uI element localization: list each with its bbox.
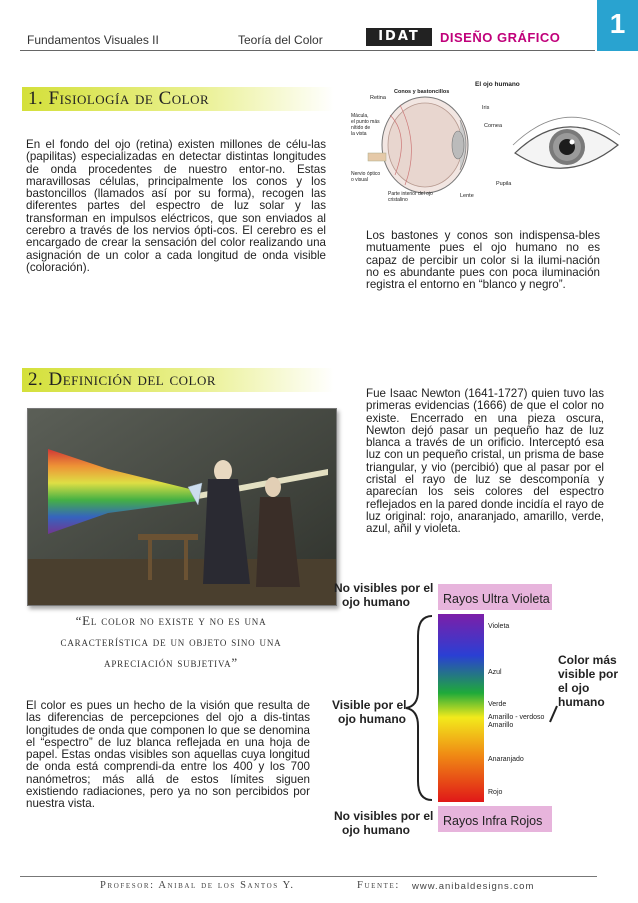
eye-label-macula: Mácula, el punto más nítido de la vista	[351, 113, 380, 137]
eye-label-conos: Conos y bastoncillos	[394, 89, 450, 95]
eye-label-nervio: Nervio óptico o visual	[351, 171, 381, 183]
ir-label: Rayos Infra Rojos	[443, 814, 543, 828]
section-1-paragraph: En el fondo del ojo (retina) existen millones de célu-las (papilitas) especializadas en detectar distintas longitudes de onda procedentes de nuestro entor-no. Estas maravillosas células, principalmente los conos y los bastoncillos (llamados así por su forma), recogen las diferentes partes del espectro de luz solar y las transforman en impulsos eléctricos, que son enviados al cerebro a través de los nervios ópti-cos. El cerebro es el encargado de crear la sensación del color realizando una asignación de un color a cada longitud de onda visible (coloración).	[26, 138, 326, 274]
section-1-side-paragraph: Los bastones y conos son indispensa-bles mutuamente pues el ojo humano no es capaz de percibir un color si la ilumi-nación no es abundante pues con poca iluminación registra el entorno en “blanco y negro”.	[366, 229, 600, 292]
eye-label-pupila: Pupila	[496, 181, 512, 187]
spectrum-more-visible-label: Color más visible por el ojo humano	[558, 653, 619, 709]
band-amarillo: Amarillo	[488, 722, 514, 729]
header-design-label: DISEÑO GRÁFICO	[440, 30, 561, 45]
eye-label-retina: Retina	[370, 95, 386, 101]
band-amarillo-verdoso: Amarillo - verdoso	[488, 714, 545, 721]
newton-prism-painting	[27, 408, 337, 606]
eye-figure-title: El ojo humano	[475, 81, 520, 88]
footer-source-url: www.anibaldesigns.com	[412, 881, 535, 892]
band-rojo: Rojo	[488, 789, 503, 796]
spectrum-not-visible-top: No visibles por el ojo humano	[334, 581, 434, 609]
visible-spectrum-figure	[332, 576, 632, 842]
eye-label-lente: Lente	[460, 193, 474, 199]
eye-label-parte: Parte interior del ojo cristalino	[388, 191, 433, 203]
section-1-title: 1. Fisiología de Color	[22, 87, 334, 111]
eye-anatomy-figure	[350, 75, 620, 205]
visible-brace	[406, 616, 432, 800]
band-azul: Azul	[488, 669, 502, 676]
footer-source-label: Fuente:	[357, 880, 400, 891]
eye-label-cornea: Cornea	[484, 123, 503, 129]
section-2-title: 2. Definición del color	[22, 368, 334, 392]
uv-label: Rayos Ultra Violeta	[443, 592, 550, 606]
newton-painting-drawing	[28, 409, 336, 605]
footer-professor: Profesor: Anibal de los Santos Y.	[100, 880, 295, 891]
spectrum-visible-label: Visible por el ojo humano	[332, 698, 407, 726]
more-visible-pointer	[550, 706, 557, 722]
page-number: 1	[597, 0, 638, 51]
closing-paragraph: El color es pues un hecho de la visión que resulta de las diferencias de percepciones del ojo a dis-tintas longitudes de onda que componen lo que se denomina el “espectro” de luz blanca reflejada en una hoja de papel. Estas ondas visibles son aquellas cuya longitud de onda está comprendi-da entre los 400 y los 700 nanómetros; más allá de estos límites siguen existiendo radiaciones, pero ya no son percibidos por nuestra vista.	[26, 699, 310, 811]
header-divider	[20, 50, 595, 51]
band-verde: Verde	[488, 701, 507, 708]
idat-logo: IDAT	[366, 28, 432, 46]
footer-divider	[20, 876, 597, 877]
eye-label-iris: Iris	[482, 105, 490, 111]
header-topic: Teoría del Color	[238, 33, 323, 47]
spectrum-not-visible-bottom: No visibles por el ojo humano	[334, 809, 434, 837]
newton-quote: “El color no existe y no es una característica de un objeto sino una apreciación subjetiva”	[60, 613, 282, 670]
newton-paragraph: Fue Isaac Newton (1641-1727) quien tuvo las primeras evidencias (1666) de que el color no existe. Encerrado en una pieza oscura, Newton dejó pasar un pequeño haz de luz blanca a través de un orificio. Interceptó esa luz con un pequeño cristal, un prisma de base triangular, y vio (percibió) que al pasar por el cristal el rayo de luz se descomponía y aparecían los seis colores del espectro reflejados en la pared donde incidía el rayo de luz original: rojo, anaranjado, amarillo, verde, azul, añil y violeta.	[366, 387, 604, 536]
header-course: Fundamentos Visuales II	[27, 33, 159, 47]
spectrum-bar	[438, 614, 484, 802]
band-violeta: Violeta	[488, 623, 510, 630]
band-anaranjado: Anaranjado	[488, 756, 524, 763]
